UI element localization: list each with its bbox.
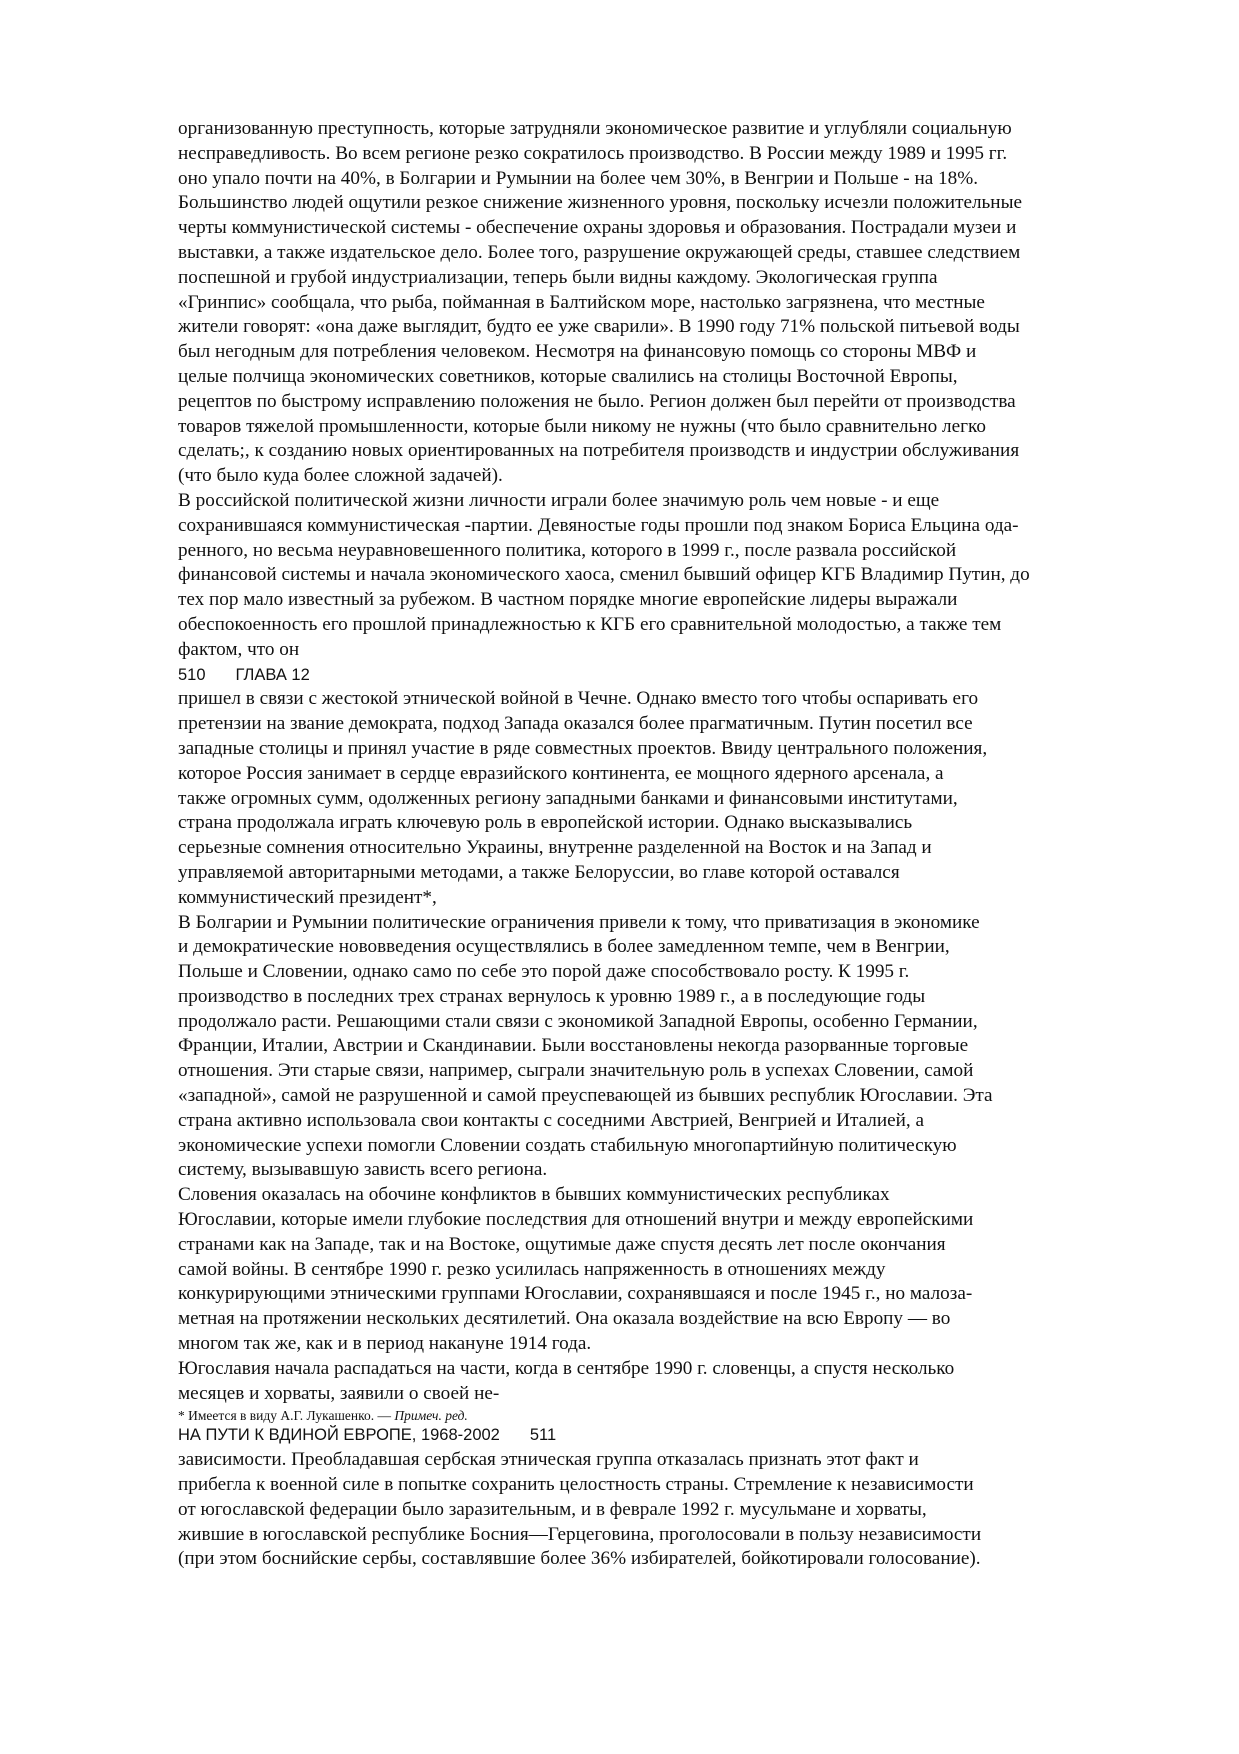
- text-line: многом так же, как и в период накануне 1914 года.: [178, 1333, 592, 1355]
- text-line: страна продолжала играть ключевую роль в европейской истории. Однако высказывались: [178, 812, 913, 834]
- text-line: самой войны. В сентябре 1990 г. резко усилилась напряженность в отношениях между: [178, 1258, 886, 1280]
- page-number: 511: [529, 1426, 557, 1445]
- text-line: жители говорят: «она даже выглядит, будто ее уже сварили». В 1990 году 71% польской питьевой воды: [178, 316, 1020, 338]
- text-line: метная на протяжении нескольких десятилетий. Она оказала воздействие на всю Европу — во: [178, 1308, 951, 1330]
- text-line: месяцев и хорваты, заявили о своей не-: [178, 1382, 500, 1404]
- text-line: зависимости. Преобладавшая сербская этническая группа отказалась признать этот факт и: [178, 1449, 919, 1471]
- text-line: которое Россия занимает в сердце евразийского континента, ее мощного ядерного арсенала, а: [178, 762, 944, 784]
- paragraph: [178, 911, 1158, 1184]
- text-line: «Гринпис» сообщала, что рыба, пойманная в Балтийском море, настолько загрязнена, что местные: [178, 291, 985, 313]
- text-line: Словения оказалась на обочине конфликтов в бывших коммунистических республиках: [178, 1184, 890, 1206]
- text-line: Югославии, которые имели глубокие последствия для отношений внутри и между европейскими: [178, 1209, 974, 1231]
- text-line: странами как на Западе, так и на Востоке, ощутимые даже спустя десять лет после окончания: [178, 1233, 946, 1255]
- paragraph: [178, 687, 1158, 910]
- paragraph: [178, 1183, 1158, 1357]
- text-line: (что было куда более сложной задачей).: [178, 465, 503, 487]
- text-line: жившие в югославской республике Босния—Герцеговина, проголосовали в пользу независимости: [178, 1523, 982, 1545]
- text-line: оно упало почти на 40%, в Болгарии и Румынии на более чем 30%, в Венгрии и Польше - на 18%.: [178, 167, 978, 189]
- text-line: страна активно использовала свои контакты с соседними Австрией, Венгрией и Италией, а: [178, 1109, 924, 1131]
- text-line: конкурирующими этническими группами Югославии, сохранявшаяся и после 1945 г., но малоза-: [178, 1283, 973, 1305]
- text-line: товаров тяжелой промышленности, которые были никому не нужны (что было сравнительно легко: [178, 415, 986, 437]
- text-line: (при этом боснийские сербы, составлявшие более 36% избирателей, бойкотировали голосование).: [178, 1548, 981, 1570]
- text-line: целые полчища экономических советников, которые свалились на столицы Восточной Европы,: [178, 365, 958, 387]
- running-header-title: НА ПУТИ К ВДИНОЙ ЕВРОПЕ, 1968-2002: [178, 1426, 500, 1445]
- running-header: [178, 663, 1158, 688]
- text-line: коммунистический президент*,: [178, 886, 437, 908]
- paragraph: [178, 1448, 1158, 1572]
- paragraph: [178, 117, 1158, 489]
- text-line: производство в последних трех странах вернулось к уровню 1989 г., а в последующие годы: [178, 985, 926, 1007]
- text-line: продолжало расти. Решающими стали связи с экономикой Западной Европы, особенно Германии,: [178, 1010, 978, 1032]
- text-line: обеспокоенность его прошлой принадлежностью к КГБ его сравнительной молодостью, а также тем: [178, 613, 1002, 635]
- text-line: отношения. Эти старые связи, например, сыграли значительную роль в успехах Словении, самой: [178, 1060, 974, 1082]
- text-line: несправедливость. Во всем регионе резко сократилось производство. В России между 1989 и 1995 гг.: [178, 142, 1008, 164]
- text-line: рецептов по быстрому исправлению положения не было. Регион должен был перейти от производства: [178, 390, 1016, 412]
- text-line: от югославской федерации было заразительным, и в феврале 1992 г. мусульмане и хорваты,: [178, 1498, 927, 1520]
- text-line: сделать;, к созданию новых ориентированных на потребителя производств и индустрии обслуживания: [178, 440, 1020, 462]
- footnote-editor-note: Примеч. ред.: [394, 1408, 468, 1424]
- text-line: поспешной и грубой индустриализации, теперь были видны каждому. Экологическая группа: [178, 266, 938, 288]
- text-line: организованную преступность, которые затрудняли экономическое развитие и углубляли социальную: [178, 118, 1012, 139]
- text-line: Франции, Италии, Австрии и Скандинавии. Были восстановлены некогда разорванные торговые: [178, 1035, 969, 1057]
- text-line: выставки, а также издательское дело. Более того, разрушение окружающей среды, ставшее следствием: [178, 241, 1021, 263]
- running-header: [178, 1423, 1158, 1448]
- text-line: управляемой авторитарными методами, а также Белоруссии, во главе которой оставался: [178, 861, 900, 883]
- text-line: Большинство людей ощутили резкое снижение жизненного уровня, поскольку исчезли положительные: [178, 192, 1022, 214]
- text-line: Югославия начала распадаться на части, когда в сентябре 1990 г. словенцы, а спустя несколько: [178, 1357, 955, 1379]
- text-line: также огромных сумм, одолженных региону западными банками и финансовыми институтами,: [178, 787, 958, 809]
- document-page: [178, 117, 1158, 1572]
- running-header-title: ГЛАВА 12: [235, 665, 310, 684]
- footnote: [178, 1406, 1158, 1423]
- text-line: экономические успехи помогли Словении создать стабильную многопартийную политическую: [178, 1134, 957, 1156]
- text-line: серьезные сомнения относительно Украины, внутренне разделенной на Восток и на Запад и: [178, 837, 932, 859]
- text-line: тех пор мало известный за рубежом. В частном порядке многие европейские лидеры выражали: [178, 589, 958, 611]
- text-line: В Болгарии и Румынии политические ограничения привели к тому, что приватизация в экономике: [178, 911, 980, 933]
- text-line: В российской политической жизни личности играли более значимую роль чем новые - и еще: [178, 489, 940, 511]
- text-line: фактом, что он: [178, 638, 300, 660]
- text-line: был негодным для потребления человеком. Несмотря на финансовую помощь со стороны МВФ и: [178, 341, 977, 363]
- text-line: Польше и Словении, однако само по себе это порой даже способствовало росту. К 1995 г.: [178, 961, 910, 983]
- text-line: западные столицы и принял участие в ряде совместных проектов. Ввиду центрального положения,: [178, 737, 988, 759]
- footnote-text: * Имеется в виду А.Г. Лукашенко. —: [178, 1408, 395, 1424]
- text-line: претензии на звание демократа, подход Запада оказался более прагматичным. Путин посетил все: [178, 713, 973, 735]
- text-line: финансовой системы и начала экономического хаоса, сменил бывший офицер КГБ Владимир Путин, до: [178, 564, 1030, 586]
- text-line: сохранившаяся коммунистическая -партии. Девяностые годы прошли под знаком Бориса Ельцина ода-: [178, 514, 1019, 536]
- text-line: ренного, но весьма неуравновешенного политика, которого в 1999 г., после развала российской: [178, 539, 957, 561]
- paragraph: [178, 1357, 1158, 1407]
- text-line: «западной», самой не разрушенной и самой преуспевающей из бывших республик Югославии. Эта: [178, 1085, 993, 1107]
- text-line: черты коммунистической системы - обеспечение охраны здоровья и образования. Пострадали музеи и: [178, 217, 1017, 239]
- page-number: 510: [178, 665, 206, 684]
- text-line: и демократические нововведения осуществлялись в более замедленном темпе, чем в Венгрии,: [178, 936, 950, 958]
- text-line: пришел в связи с жестокой этнической войной в Чечне. Однако вместо того чтобы оспаривать его: [178, 688, 979, 710]
- paragraph: [178, 489, 1158, 663]
- text-line: систему, вызывавшую зависть всего региона.: [178, 1159, 548, 1181]
- text-line: прибегла к военной силе в попытке сохранить целостность страны. Стремление к независимости: [178, 1474, 974, 1496]
